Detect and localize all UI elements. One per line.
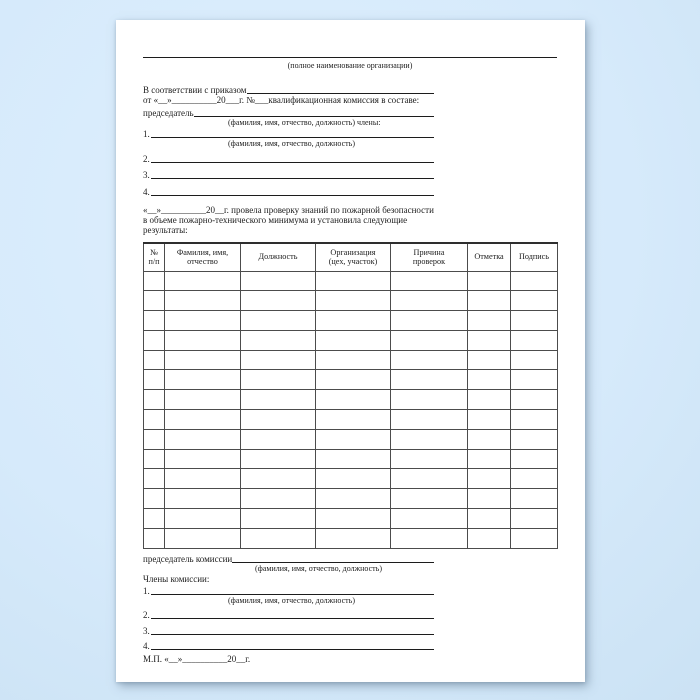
table-cell bbox=[165, 410, 241, 430]
table-cell bbox=[165, 330, 241, 350]
table-empty-row bbox=[144, 410, 558, 430]
table-cell bbox=[144, 370, 165, 390]
member-number: 3. bbox=[143, 625, 150, 636]
table-cell bbox=[511, 429, 558, 449]
member-number: 1. bbox=[143, 129, 150, 139]
table-cell bbox=[241, 350, 316, 370]
table-cell bbox=[511, 489, 558, 509]
member-blank-line-3 bbox=[143, 624, 434, 636]
table-cell bbox=[468, 509, 511, 529]
table-cell bbox=[241, 370, 316, 390]
member-blank-line-2 bbox=[143, 609, 434, 621]
table-cell bbox=[468, 311, 511, 331]
table-cell bbox=[241, 410, 316, 430]
table-cell bbox=[468, 449, 511, 469]
table-cell bbox=[241, 528, 316, 548]
table-cell bbox=[391, 291, 468, 311]
table-cell bbox=[468, 489, 511, 509]
table-cell bbox=[391, 489, 468, 509]
statement-line-3: результаты: bbox=[143, 224, 188, 235]
blank-underline bbox=[151, 137, 434, 138]
member-blank-line-4 bbox=[143, 640, 434, 652]
statement bbox=[143, 205, 557, 235]
table-empty-row bbox=[144, 350, 558, 370]
member-number: 4. bbox=[143, 641, 150, 652]
table-cell bbox=[165, 469, 241, 489]
column-header-6: Отметка bbox=[468, 243, 511, 272]
results-table-body bbox=[144, 271, 558, 548]
column-header-3: Должность bbox=[241, 243, 316, 272]
results-table-header bbox=[144, 243, 558, 272]
table-cell bbox=[144, 489, 165, 509]
table-cell bbox=[468, 291, 511, 311]
member-blank-line-1 bbox=[143, 128, 434, 140]
table-cell bbox=[165, 370, 241, 390]
column-header-7: Подпись bbox=[511, 243, 558, 272]
member-blank-line-3 bbox=[143, 169, 434, 181]
table-cell bbox=[511, 410, 558, 430]
table-cell bbox=[391, 429, 468, 449]
table-cell bbox=[391, 410, 468, 430]
table-cell bbox=[391, 509, 468, 529]
table-cell bbox=[165, 509, 241, 529]
member-number: 1. bbox=[143, 585, 150, 596]
member-number: 2. bbox=[143, 153, 150, 164]
table-cell bbox=[241, 291, 316, 311]
blank-underline bbox=[151, 178, 434, 179]
blank-underline bbox=[151, 594, 434, 595]
table-cell bbox=[316, 271, 391, 291]
order-date-commission-line: от «__»__________20___г. №___квалификационная комиссия в составе: bbox=[143, 94, 420, 105]
statement-line-2: в объеме пожарно-технического минимума и установила следующие bbox=[143, 214, 408, 225]
blank-underline bbox=[151, 634, 434, 635]
table-cell bbox=[165, 429, 241, 449]
member-blank-line-1 bbox=[143, 584, 434, 596]
table-cell bbox=[241, 469, 316, 489]
commission-members-blanks bbox=[143, 128, 557, 197]
table-cell bbox=[144, 291, 165, 311]
table-cell bbox=[144, 311, 165, 331]
organization-name-blank-line bbox=[143, 57, 557, 58]
order-reference-label: В соответствии с приказом bbox=[143, 84, 247, 95]
blank-underline bbox=[232, 562, 434, 563]
table-cell bbox=[165, 489, 241, 509]
table-cell bbox=[511, 330, 558, 350]
table-cell bbox=[241, 509, 316, 529]
table-cell bbox=[165, 350, 241, 370]
table-cell bbox=[316, 449, 391, 469]
table-empty-row bbox=[144, 509, 558, 529]
table-cell bbox=[391, 469, 468, 489]
table-cell bbox=[144, 469, 165, 489]
member-caption: (фамилия, имя, отчество, должность) bbox=[228, 595, 355, 605]
table-cell bbox=[316, 489, 391, 509]
table-empty-row bbox=[144, 291, 558, 311]
table-cell bbox=[391, 449, 468, 469]
table-cell bbox=[241, 311, 316, 331]
table-empty-row bbox=[144, 311, 558, 331]
member-number: 3. bbox=[143, 170, 150, 180]
table-empty-row bbox=[144, 429, 558, 449]
table-empty-row bbox=[144, 370, 558, 390]
chairman-label: председатель bbox=[143, 107, 194, 118]
blank-underline bbox=[247, 93, 435, 94]
results-table bbox=[143, 242, 558, 549]
table-cell bbox=[511, 271, 558, 291]
table-cell bbox=[165, 449, 241, 469]
table-cell bbox=[241, 330, 316, 350]
table-cell bbox=[241, 449, 316, 469]
stamp-date-line: М.П. «__»__________20__г. bbox=[143, 654, 251, 665]
table-cell bbox=[144, 429, 165, 449]
table-cell bbox=[316, 350, 391, 370]
table-cell bbox=[316, 330, 391, 350]
table-cell bbox=[511, 469, 558, 489]
table-empty-row bbox=[144, 469, 558, 489]
table-cell bbox=[165, 528, 241, 548]
table-cell bbox=[144, 509, 165, 529]
table-cell bbox=[165, 291, 241, 311]
table-cell bbox=[511, 528, 558, 548]
blank-underline bbox=[151, 195, 434, 196]
signature-block bbox=[143, 553, 557, 666]
footer-members-blanks bbox=[143, 584, 557, 651]
table-cell bbox=[511, 449, 558, 469]
members-caption: (фамилия, имя, отчество, должность) члены: bbox=[228, 117, 381, 127]
table-cell bbox=[511, 311, 558, 331]
column-header-5: Причина проверок bbox=[391, 243, 468, 272]
header-row bbox=[144, 243, 558, 272]
table-cell bbox=[511, 350, 558, 370]
table-cell bbox=[316, 469, 391, 489]
table-cell bbox=[468, 429, 511, 449]
table-cell bbox=[468, 390, 511, 410]
footer-chairman-label: председатель комиссии bbox=[143, 554, 233, 565]
table-cell bbox=[165, 271, 241, 291]
table-cell bbox=[316, 390, 391, 410]
organization-caption: (полное наименование организации) bbox=[287, 61, 413, 70]
table-cell bbox=[241, 489, 316, 509]
table-cell bbox=[511, 370, 558, 390]
blank-underline bbox=[151, 649, 434, 650]
table-cell bbox=[468, 469, 511, 489]
member-number: 2. bbox=[143, 610, 150, 621]
table-cell bbox=[144, 528, 165, 548]
table-cell bbox=[511, 390, 558, 410]
table-cell bbox=[165, 311, 241, 331]
table-cell bbox=[316, 410, 391, 430]
table-cell bbox=[316, 429, 391, 449]
table-cell bbox=[241, 429, 316, 449]
member-number: 4. bbox=[143, 186, 150, 197]
statement-line-1: «__»__________20__г. провела проверку знаний по пожарной безопасности bbox=[143, 204, 434, 215]
footer-chairman-line bbox=[143, 553, 434, 565]
table-cell bbox=[468, 370, 511, 390]
table-cell bbox=[391, 390, 468, 410]
table-cell bbox=[316, 528, 391, 548]
column-header-4: Организация (цех, участок) bbox=[316, 243, 391, 272]
table-cell bbox=[468, 410, 511, 430]
table-cell bbox=[468, 528, 511, 548]
table-cell bbox=[391, 330, 468, 350]
table-cell bbox=[241, 271, 316, 291]
blank-underline bbox=[194, 116, 434, 117]
member-caption: (фамилия, имя, отчество, должность) bbox=[228, 139, 355, 148]
table-cell bbox=[391, 271, 468, 291]
table-empty-row bbox=[144, 528, 558, 548]
table-cell bbox=[316, 509, 391, 529]
table-cell bbox=[165, 390, 241, 410]
table-cell bbox=[316, 311, 391, 331]
column-header-1: № п/п bbox=[144, 243, 165, 272]
member-blank-line-4 bbox=[143, 185, 434, 197]
document-sheet bbox=[116, 20, 585, 682]
order-reference-line bbox=[143, 83, 434, 95]
member-blank-line-2 bbox=[143, 152, 434, 164]
table-empty-row bbox=[144, 449, 558, 469]
table-cell bbox=[391, 350, 468, 370]
table-cell bbox=[316, 370, 391, 390]
table-cell bbox=[391, 370, 468, 390]
table-cell bbox=[391, 311, 468, 331]
table-cell bbox=[144, 390, 165, 410]
table-cell bbox=[511, 291, 558, 311]
footer-chairman-caption: (фамилия, имя, отчество, должность) bbox=[255, 564, 382, 574]
table-cell bbox=[144, 271, 165, 291]
chairman-blank-line bbox=[143, 106, 434, 118]
footer-members-label: Члены комиссии: bbox=[143, 574, 210, 585]
table-cell bbox=[144, 410, 165, 430]
table-cell bbox=[144, 350, 165, 370]
table-cell bbox=[316, 291, 391, 311]
table-cell bbox=[511, 509, 558, 529]
table-cell bbox=[468, 330, 511, 350]
table-cell bbox=[144, 330, 165, 350]
table-cell bbox=[391, 528, 468, 548]
table-cell bbox=[468, 350, 511, 370]
table-cell bbox=[468, 271, 511, 291]
table-empty-row bbox=[144, 390, 558, 410]
table-cell bbox=[144, 449, 165, 469]
blank-underline bbox=[151, 618, 434, 619]
table-empty-row bbox=[144, 330, 558, 350]
table-cell bbox=[241, 390, 316, 410]
table-empty-row bbox=[144, 271, 558, 291]
table-empty-row bbox=[144, 489, 558, 509]
blank-underline bbox=[151, 162, 434, 163]
column-header-2: Фамилия, имя, отчество bbox=[165, 243, 241, 272]
